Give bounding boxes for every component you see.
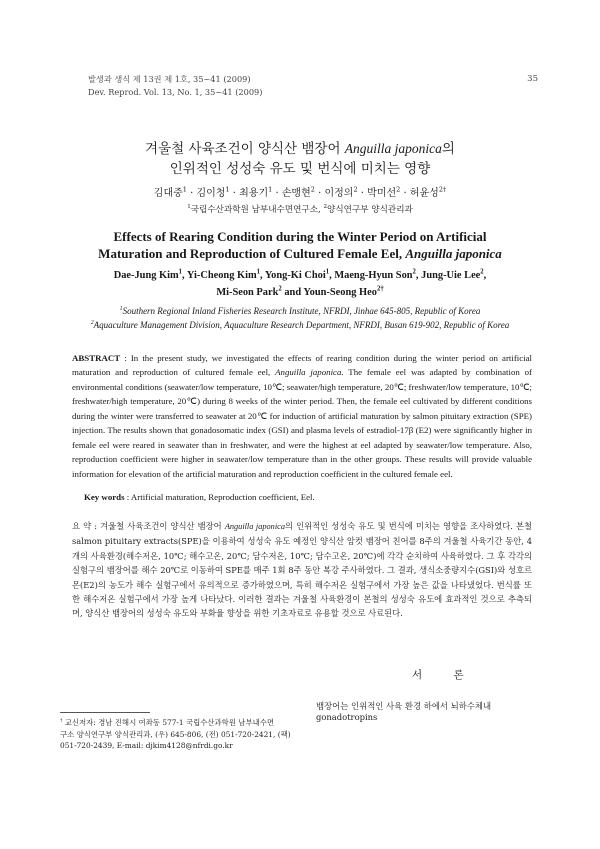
species-name: Anguilla japonica	[344, 141, 442, 156]
introduction-first-line: 뱀장어는 인위적인 사육 환경 하에서 뇌하수체내 gonadotropins	[316, 701, 492, 722]
species-name: Anguilla japonica	[275, 367, 342, 378]
correspondence-footnote: † 교신저자: 경남 진해시 여좌동 577-1 국립수산과학원 남부내수면 구소 양식연구부 양식관리과, (우) 645-806, (전) 051-720-2421, (팩) 051-720-2439, E-mail: djkim4128@nfrdi.go.kr	[60, 718, 291, 751]
english-authors-line-2: Mi-Seon Park$^2$ and Youn-Seong Heo$^{2\dagger}$	[216, 285, 384, 298]
keywords-label: Key words	[84, 492, 125, 502]
running-header-english: Dev. Reprod. Vol. 13, No. 1, 35~41 (2009)	[88, 87, 263, 97]
korean-authors: 김대중$^1$ · 김이청$^1$ · 최용기$^1$ · 손맹현$^2$ · 이정의$^2$ · 박미선$^2$ · 허윤성$^{2\dagger}$	[153, 185, 447, 199]
english-authors-line-1: Dae-Jung Kim$^1$, Yi-Cheong Kim$^1$, Yong-Ki Choi$^1$, Maeng-Hyun Son$^2$, Jung-Uie Lee$^2$,	[113, 268, 487, 281]
korean-title-line-2: 인위적인 성성숙 유도 및 번식에 미치는 영향	[169, 161, 431, 177]
korean-title-line-1: 겨울철 사육조건이 양식산 뱀장어 Anguilla japonica의	[145, 141, 455, 157]
author-kr: 김대중$^1$	[153, 185, 187, 199]
author-kr: 김이청$^1$	[196, 185, 230, 199]
species-name: Anguilla japonica	[224, 522, 285, 531]
keywords: Key words : Artificial maturation, Reproduction coefficient, Eel.	[84, 492, 315, 502]
species-name: Anguilla japonica	[405, 246, 502, 261]
english-title-line-2: Maturation and Reproduction of Cultured Female Eel, Anguilla japonica	[98, 246, 502, 261]
english-title-line-1: Effects of Rearing Condition during the Winter Period on Artificial	[113, 229, 487, 244]
section-heading-introduction: 서 론	[412, 669, 478, 681]
korean-affiliations: $^1$국립수산과학원 남부내수면연구소, $^2$양식연구부 양식관리과	[187, 204, 413, 215]
author-kr: 이정의$^2$	[324, 185, 358, 199]
english-affiliation-1: $^1$Southern Regional Inland Fisheries Research Institute, NFRDI, Jinhae 645-805, Republic of Korea	[119, 306, 481, 316]
author-kr: 박미선$^2$	[367, 185, 401, 199]
abstract: ABSTRACT : In the present study, we investigated the effects of rearing condition during the winter period on artificial maturation and reproduction of cultured female eel, Anguilla japonica. The female eel was adapted by combination of environmental conditions (seawater/low temperature, 10℃; seawater/high temperature, 20℃; freshwater/low temperature, 10℃; freshwater/high temperature, 20℃) during 8 weeks of the winter period. Then, the female eel cultivated by different conditions during the winter were transferred to seawater at 20℃ for induction of artificial maturation by salmon pituitary extraction (SPE) injection. The results shown that gonadosomatic index (GSI) and plasma levels of estradiol-17β (E2) were significantly higher in female eel were reared in seawater than in freshwater, and were the highest at eel adapted by seawater/low temperature. Also, reproduction coefficient were higher in seawater/low temperature than in the other groups. These results will provide valuable information for elevation of the artificial maturation and reproduction coefficient in the cultured female eel.	[72, 353, 533, 479]
abstract-label: ABSTRACT	[72, 353, 121, 363]
running-header-korean: 발생과 생식 제 13권 제 1호, 35~41 (2009)	[88, 74, 251, 84]
page-number: 35	[527, 74, 538, 84]
author-kr: 최용기$^1$	[239, 185, 273, 199]
author-kr: 손맹현$^2$	[281, 185, 315, 199]
korean-abstract: 요 약 : 겨울철 사육조건이 양식산 뱀장어 Anguilla japonica의 인위적인 성성숙 유도 및 번식에 미치는 영향을 조사하였다. 본철 salmon pituitary extracts(SPE)을 이용하여 성성숙 유도 예정인 양식산 암컷 뱀장어 친어를 8주의 겨울철 사육기간 동안, 4개의 사육환경(해수저온, 10℃; 해수고온, 20℃; 담수저온, 10℃; 담수고온, 20℃)에 각각 순치하여 사육하였다. 그 후 각각의 실험구의 뱀장어를 해수 20℃로 이동하여 SPE를 매주 1회 8주 동안 복강 주사하였다. 그 결과, 생식소중량지수(GSI)와 성호르몬(E2)의 농도가 해수 실험구에서 유의적으로 증가하였으며, 특히 해수저온 실험구에서 가장 높은 값을 나타냈었다. 번식률 또한 해수저온 실험구에서 가장 높게 나타났다. 이러한 결과는 겨울철 사육환경이 본철의 성성숙 유도에 효과적인 것으로 추측되며, 양식산 뱀장어의 성성숙 유도와 부화율 향상을 위한 기초자료로 유용할 것으로 사료된다.	[72, 521, 533, 619]
footnote-rule	[60, 712, 150, 713]
author-kr: 허윤성$^{2\dagger}$	[409, 185, 447, 199]
english-affiliation-2: $^2$Aquaculture Management Division, Aquaculture Research Department, NFRDI, Busan 619-902, Republic of Korea	[90, 320, 510, 330]
